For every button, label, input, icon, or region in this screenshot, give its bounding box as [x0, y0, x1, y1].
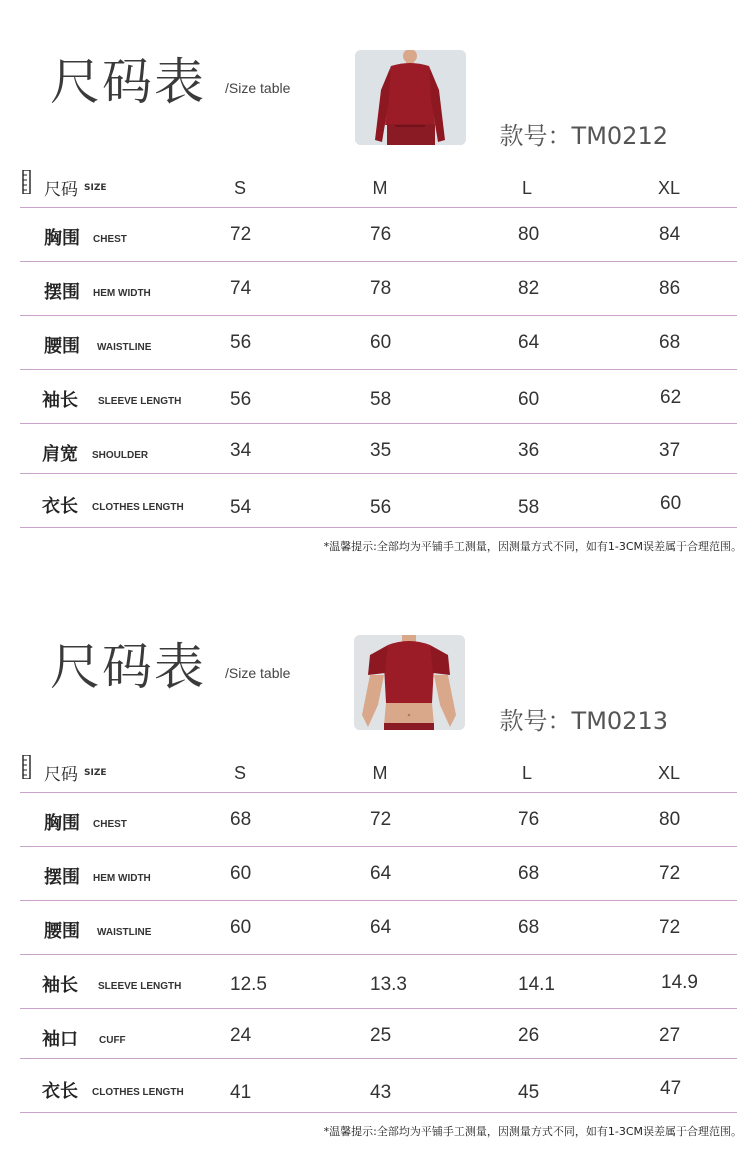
row-label-cn: 袖口	[42, 1029, 78, 1050]
row-label-en: CLOTHES LENGTH	[92, 1087, 184, 1098]
page-subtitle: /Size table	[225, 80, 291, 96]
cell-xl: 72	[659, 863, 681, 884]
model-number	[500, 701, 668, 736]
row-label-cn: 袖长	[42, 390, 78, 411]
row-label-en: CLOTHES LENGTH	[92, 502, 184, 513]
size-col-m: M	[372, 763, 388, 783]
size-col-l: L	[521, 763, 532, 783]
cell-l: 64	[518, 332, 540, 353]
cell-m: 72	[370, 809, 392, 830]
row-label-cn: 胸围	[44, 813, 80, 834]
table-row	[20, 474, 735, 528]
product-photo	[355, 50, 466, 145]
row-label-cn: 腰围	[44, 336, 80, 357]
row-label-cn: 胸围	[44, 228, 80, 249]
model-code: TM0212	[571, 122, 668, 150]
page-subtitle: /Size table	[225, 665, 291, 681]
cell-xl: 27	[659, 1025, 681, 1046]
cell-m: 64	[370, 863, 392, 884]
cell-s: 68	[230, 809, 252, 830]
model-label: 款号：	[499, 707, 572, 735]
table-row	[20, 1059, 735, 1113]
cell-s: 12.5	[230, 974, 267, 995]
product-photo	[354, 635, 465, 730]
table-row	[20, 955, 735, 1009]
ruler-icon	[22, 755, 32, 779]
cell-l: 82	[518, 278, 540, 299]
cell-xl: 72	[659, 917, 681, 938]
cell-s: 56	[230, 332, 252, 353]
cell-l: 58	[518, 497, 540, 518]
model-number	[500, 116, 668, 151]
table-row	[20, 901, 735, 955]
cell-m: 64	[370, 917, 392, 938]
cell-m: 76	[370, 224, 392, 245]
cell-xl: 14.9	[661, 972, 698, 993]
row-label-cn: 摆围	[44, 867, 80, 888]
row-label-en: CHEST	[93, 819, 127, 830]
cell-xl: 47	[660, 1078, 682, 1099]
row-label-en: WAISTLINE	[97, 927, 152, 938]
size-col-xl: XL	[657, 178, 681, 198]
size-col-l: L	[521, 178, 532, 198]
cell-l: 36	[518, 440, 540, 461]
cell-m: 56	[370, 497, 392, 518]
cell-s: 34	[230, 440, 252, 461]
cell-l: 45	[518, 1082, 540, 1103]
cell-xl: 84	[659, 224, 681, 245]
size-col-m: M	[372, 178, 388, 198]
size-header-en: SIZE	[84, 768, 107, 778]
size-header-cn: 尺码	[44, 180, 78, 200]
cell-l: 14.1	[518, 974, 555, 995]
cell-l: 68	[518, 917, 540, 938]
measurement-note: *温馨提示:全部均为平铺手工测量，因测量方式不同，如有1-3CM误差属于合理范围。	[323, 540, 742, 553]
table-row	[20, 847, 735, 901]
table-row	[20, 793, 735, 847]
measurement-note: *温馨提示:全部均为平铺手工测量，因测量方式不同，如有1-3CM误差属于合理范围。	[323, 1125, 742, 1138]
cell-m: 78	[370, 278, 392, 299]
table-row	[20, 316, 735, 370]
cell-xl: 62	[660, 387, 682, 408]
divider	[20, 527, 737, 528]
page-title: 尺码表	[50, 53, 206, 111]
cell-s: 24	[230, 1025, 252, 1046]
cell-m: 13.3	[370, 974, 407, 995]
table-row	[20, 424, 735, 474]
cell-xl: 37	[659, 440, 681, 461]
cell-s: 56	[230, 389, 252, 410]
size-col-s: S	[233, 763, 246, 783]
row-label-cn: 衣长	[42, 1081, 78, 1102]
row-label-cn: 摆围	[44, 282, 80, 303]
row-label-en: CHEST	[93, 234, 127, 245]
table-row	[20, 370, 735, 424]
row-label-en: SLEEVE LENGTH	[98, 981, 182, 992]
cell-m: 60	[370, 332, 392, 353]
table-header	[20, 170, 735, 208]
row-label-en: SLEEVE LENGTH	[98, 396, 182, 407]
table-header	[20, 755, 735, 793]
cell-xl: 86	[659, 278, 681, 299]
row-label-en: SHOULDER	[92, 450, 149, 461]
cell-l: 26	[518, 1025, 540, 1046]
cell-m: 35	[370, 440, 392, 461]
table-row	[20, 208, 735, 262]
cell-l: 60	[518, 389, 540, 410]
row-label-en: CUFF	[99, 1035, 126, 1046]
row-label-cn: 衣长	[42, 496, 78, 517]
row-label-en: WAISTLINE	[97, 342, 152, 353]
model-label: 款号：	[499, 122, 572, 150]
size-table-section-1	[0, 0, 750, 575]
cell-s: 74	[230, 278, 252, 299]
row-label-cn: 袖长	[42, 975, 78, 996]
ruler-icon	[22, 170, 32, 194]
cell-s: 41	[230, 1082, 252, 1103]
cell-xl: 68	[659, 332, 681, 353]
row-label-cn: 肩宽	[42, 444, 78, 465]
size-header-en: SIZE	[84, 183, 107, 193]
model-code: TM0213	[571, 707, 668, 735]
cell-m: 43	[370, 1082, 392, 1103]
cell-s: 60	[230, 863, 252, 884]
row-label-en: HEM WIDTH	[93, 873, 151, 884]
page-title: 尺码表	[50, 638, 206, 696]
cell-l: 80	[518, 224, 540, 245]
cell-xl: 60	[660, 493, 682, 514]
cell-s: 72	[230, 224, 252, 245]
cell-m: 25	[370, 1025, 392, 1046]
cell-s: 54	[230, 497, 252, 518]
row-label-en: HEM WIDTH	[93, 288, 151, 299]
cell-s: 60	[230, 917, 252, 938]
table-row	[20, 1009, 735, 1059]
size-col-xl: XL	[657, 763, 681, 783]
cell-xl: 80	[659, 809, 681, 830]
size-header-cn: 尺码	[44, 765, 78, 785]
cell-l: 68	[518, 863, 540, 884]
size-table-section-2	[0, 585, 750, 1160]
table-row	[20, 262, 735, 316]
size-col-s: S	[233, 178, 246, 198]
row-label-cn: 腰围	[44, 921, 80, 942]
cell-l: 76	[518, 809, 540, 830]
divider	[20, 1112, 737, 1113]
cell-m: 58	[370, 389, 392, 410]
